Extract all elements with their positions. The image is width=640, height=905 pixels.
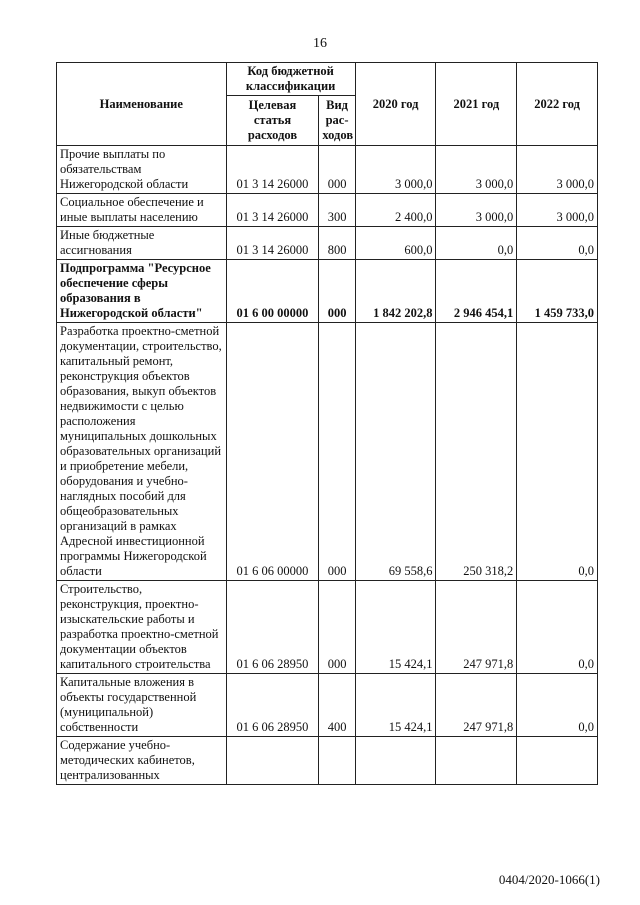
header-expense-type: Вид рас-ходов [319,96,355,146]
header-2021: 2021 год [436,63,517,146]
row-vr: 000 [319,260,355,323]
row-2021: 3 000,0 [436,146,517,194]
row-csr: 01 6 06 00000 [226,323,319,581]
header-2022: 2022 год [517,63,598,146]
table-row [57,227,598,260]
row-2021 [436,737,517,785]
row-2020: 69 558,6 [355,323,436,581]
row-name: Прочие выплаты по обязательствам Нижегородской области [57,146,227,194]
table-row [57,194,598,227]
row-vr: 300 [319,194,355,227]
row-csr: 01 6 06 28950 [226,581,319,674]
table-row-subprogram [57,260,598,323]
row-vr [319,737,355,785]
row-2020: 1 842 202,8 [355,260,436,323]
row-name: Капитальные вложения в объекты государственной (муниципальной) собственности [57,674,227,737]
row-vr: 400 [319,674,355,737]
row-csr: 01 3 14 26000 [226,146,319,194]
row-2020 [355,737,436,785]
row-2021: 247 971,8 [436,674,517,737]
row-vr: 000 [319,146,355,194]
table-row [57,581,598,674]
row-2022 [517,737,598,785]
header-target-article: Целевая статья расходов [226,96,319,146]
row-2020: 2 400,0 [355,194,436,227]
header-name: Наименование [57,63,227,146]
row-2022: 0,0 [517,674,598,737]
row-2022: 0,0 [517,581,598,674]
row-2022: 3 000,0 [517,146,598,194]
row-2021: 250 318,2 [436,323,517,581]
row-name: Строительство, реконструкция, проектно-изыскательские работы и разработка проектно-сметной документации объектов капитального строительства [57,581,227,674]
row-2022: 3 000,0 [517,194,598,227]
header-code-group: Код бюджетной классификации [226,63,355,96]
row-name: Содержание учебно-методических кабинетов, централизованных [57,737,227,785]
document-number: 0404/2020-1066(1) [498,872,600,887]
row-csr: 01 6 06 28950 [226,674,319,737]
row-2020: 15 424,1 [355,581,436,674]
row-2021: 0,0 [436,227,517,260]
page-number: 16 [313,36,327,51]
row-csr: 01 3 14 26000 [226,194,319,227]
row-2020: 600,0 [355,227,436,260]
row-2022: 0,0 [517,323,598,581]
row-2022: 0,0 [517,227,598,260]
row-name: Разработка проектно-сметной документации, строительство, капитальный ремонт, реконструкция объектов образования, выкуп объектов недвижимости с целью расположения муниципальных дошкольных образовательных организаций и приобретение мебели, оборудования и учебно-наглядных пособий для общеобразовательных организаций в рамках Адресной инвестиционной программы Нижегородской области [57,323,227,581]
row-2021: 3 000,0 [436,194,517,227]
row-vr: 000 [319,581,355,674]
row-2021: 2 946 454,1 [436,260,517,323]
table-row [57,737,598,785]
header-2020: 2020 год [355,63,436,146]
row-2020: 3 000,0 [355,146,436,194]
row-name: Социальное обеспечение и иные выплаты населению [57,194,227,227]
row-vr: 800 [319,227,355,260]
row-csr: 01 6 00 00000 [226,260,319,323]
row-2020: 15 424,1 [355,674,436,737]
row-csr [226,737,319,785]
row-name: Иные бюджетные ассигнования [57,227,227,260]
row-name: Подпрограмма "Ресурсное обеспечение сферы образования в Нижегородской области" [57,260,227,323]
row-vr: 000 [319,323,355,581]
budget-table [56,62,598,785]
table-row [57,323,598,581]
table-row [57,146,598,194]
row-2022: 1 459 733,0 [517,260,598,323]
row-csr: 01 3 14 26000 [226,227,319,260]
table-row [57,674,598,737]
row-2021: 247 971,8 [436,581,517,674]
